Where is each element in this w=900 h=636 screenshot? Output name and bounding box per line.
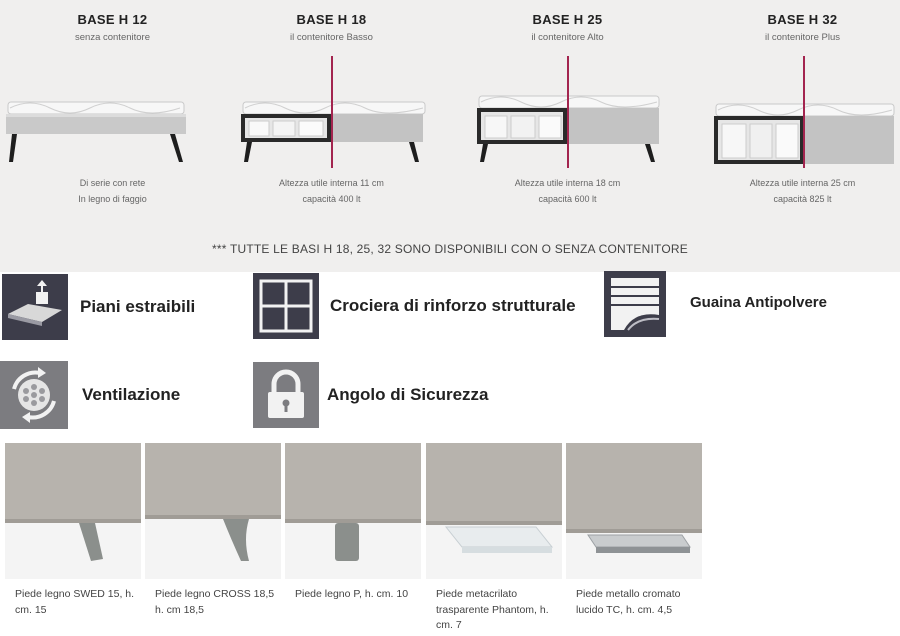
availability-note: *** TUTTE LE BASI H 18, 25, 32 SONO DISPONIBILI CON O SENZA CONTENITORE	[212, 242, 688, 256]
foot-cross	[145, 443, 281, 636]
foot-swed15-image	[5, 443, 141, 579]
accent-divider-line	[567, 56, 569, 168]
base-desc-2: In legno di faggio	[78, 194, 147, 204]
extractable-shelves-icon	[2, 274, 68, 340]
base-title: BASE H 32	[767, 12, 838, 27]
feature-label: Ventilazione	[82, 385, 181, 404]
accent-divider-line	[331, 56, 333, 168]
foot-phantom	[426, 443, 562, 636]
feature-safety-corner	[253, 362, 513, 428]
base-subtitle: il contenitore Basso	[290, 32, 373, 43]
foot-caption: Piede legno SWED 15, h. cm. 15	[15, 588, 135, 616]
foot-p-image	[285, 443, 421, 579]
foot-caption: Piede legno P, h. cm. 10	[295, 588, 409, 600]
foot-caption: Piede legno CROSS 18,5 h. cm 18,5	[155, 588, 275, 616]
feature-label: Crociera di rinforzo strutturale	[330, 296, 576, 315]
feature-label: Piani estraibili	[80, 297, 196, 316]
base-h32-image	[690, 90, 900, 170]
foot-swed15	[5, 443, 141, 636]
base-desc-2: capacità 825 lt	[773, 194, 832, 204]
ventilation-icon	[0, 361, 68, 429]
base-h32	[690, 0, 900, 240]
base-title: BASE H 25	[532, 12, 603, 27]
base-desc-1: Altezza utile interna 18 cm	[514, 178, 621, 188]
base-title: BASE H 18	[296, 12, 367, 27]
reinforcement-cross-icon	[253, 273, 319, 339]
base-desc-1: Altezza utile interna 25 cm	[749, 178, 856, 188]
base-subtitle: senza contenitore	[75, 32, 150, 43]
base-subtitle: il contenitore Plus	[765, 32, 840, 43]
foot-tc	[566, 443, 702, 636]
foot-p	[285, 443, 421, 636]
base-desc-2: capacità 400 lt	[302, 194, 361, 204]
base-h12-image	[0, 90, 225, 170]
bases-section	[0, 0, 900, 272]
foot-caption: Piede metallo cromato lucido TC, h. cm. 4,5	[576, 588, 681, 616]
feature-label: Angolo di Sicurezza	[327, 385, 489, 404]
feature-label: Guaina Antipolvere	[690, 293, 827, 311]
base-subtitle: il contenitore Alto	[531, 32, 604, 43]
base-desc-2: capacità 600 lt	[538, 194, 597, 204]
accent-divider-line	[803, 56, 805, 168]
foot-cross-image	[145, 443, 281, 579]
base-h12	[0, 0, 225, 240]
feature-ventilation	[0, 361, 230, 427]
base-desc-1: Altezza utile interna 11 cm	[279, 178, 384, 188]
padlock-icon	[253, 362, 319, 428]
base-title: BASE H 12	[77, 12, 148, 27]
feature-dust-cover	[604, 271, 894, 337]
base-desc-1: Di serie con rete	[79, 178, 146, 188]
feature-extractable-shelves	[2, 274, 242, 340]
foot-tc-image	[566, 443, 702, 579]
feature-reinforcement-cross	[253, 273, 598, 339]
foot-phantom-image	[426, 443, 562, 579]
dust-cover-icon	[604, 271, 666, 337]
foot-caption: Piede metacrilato trasparente Phantom, h. cm. 7	[436, 588, 549, 631]
